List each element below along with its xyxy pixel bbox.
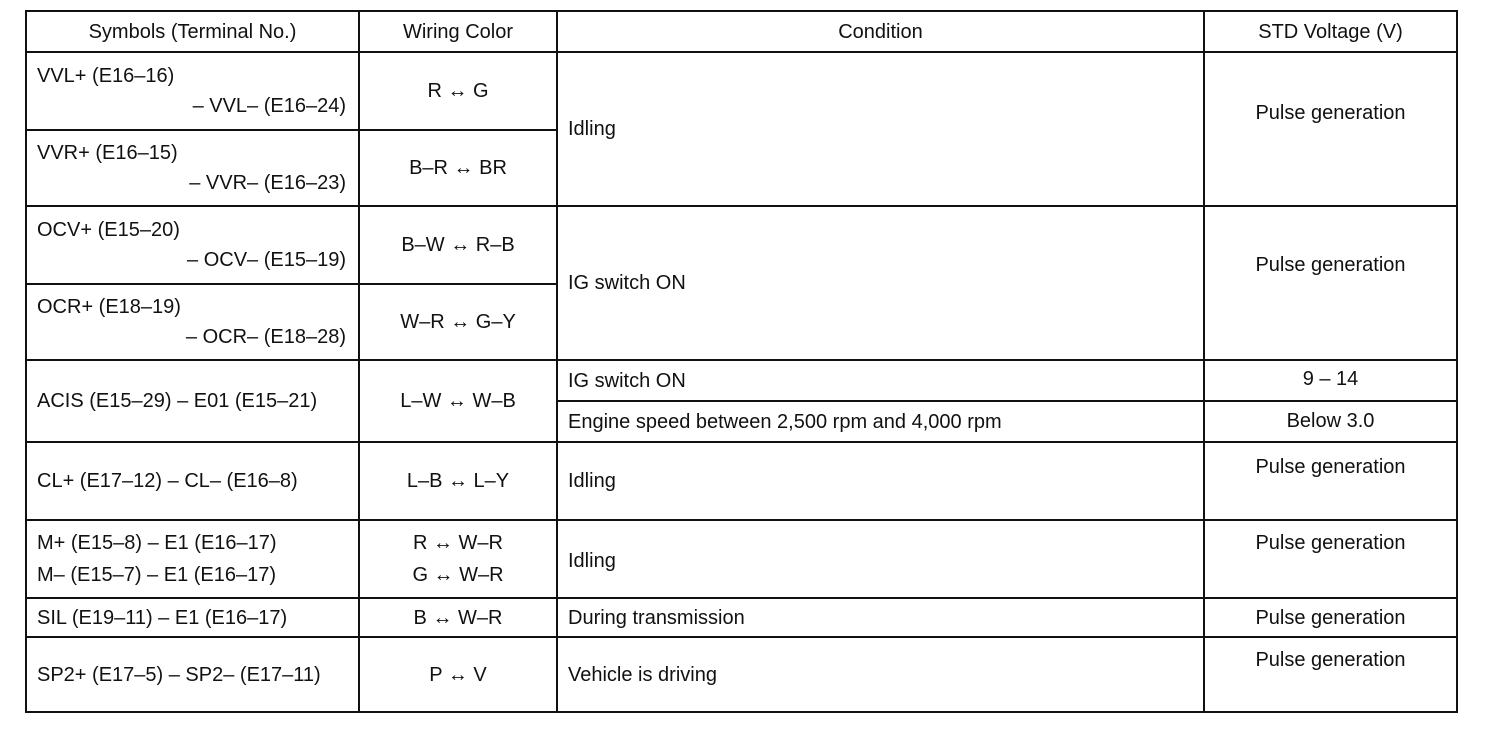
row-sil-voltage: Pulse generation	[1255, 606, 1406, 629]
symbol-line-2: – OCV– (E15–19)	[187, 249, 346, 271]
symbol-line-2: – VVL– (E16–24)	[192, 95, 346, 117]
terminal-voltage-table	[25, 10, 1458, 713]
row-sp2-symbols: SP2+ (E17–5) – SP2– (E17–11)	[37, 663, 321, 686]
oc-group-condition: IG switch ON	[568, 272, 686, 294]
oc-group-voltage: Pulse generation	[1255, 254, 1406, 276]
row-cl-wiring: L–B ↔ L–Y	[406, 470, 510, 492]
row-vvl-symbols	[27, 53, 358, 129]
header-wiring-color: Wiring Color	[402, 20, 514, 43]
symbol-line-1: OCR+ (E18–19)	[37, 296, 181, 318]
header-condition: Condition	[838, 20, 923, 43]
row-ocr-symbols	[27, 285, 358, 359]
vv-group-voltage: Pulse generation	[1255, 102, 1406, 124]
row-ocv-wiring: B–W ↔ R–B	[401, 234, 515, 256]
row-cl-condition: Idling	[568, 470, 616, 492]
row-sil-symbols: SIL (E19–11) – E1 (E16–17)	[37, 606, 288, 629]
header-symbols: Symbols (Terminal No.)	[88, 20, 297, 43]
row-acis-symbols: ACIS (E15–29) – E01 (E15–21)	[37, 390, 318, 412]
row-sp2-condition: Vehicle is driving	[568, 663, 717, 686]
row-cl-voltage: Pulse generation	[1255, 456, 1406, 478]
symbol-line-2: – OCR– (E18–28)	[185, 326, 346, 348]
row-cl-symbols: CL+ (E17–12) – CL– (E16–8)	[37, 470, 298, 492]
symbol-line-2: – VVR– (E16–23)	[189, 172, 346, 194]
acis-condition-2: Engine speed between 2,500 rpm and 4,000 rpm	[568, 410, 1002, 433]
acis-voltage-1: 9 – 14	[1302, 368, 1359, 390]
row-sp2-voltage: Pulse generation	[1255, 649, 1406, 671]
symbol-line-1: VVR+ (E16–15)	[37, 142, 178, 164]
row-vvl-wiring: R ↔ G	[427, 80, 489, 102]
vv-group-condition: Idling	[568, 118, 616, 140]
row-sil-condition: During transmission	[568, 606, 745, 629]
row-vvr-symbols	[27, 131, 358, 205]
symbol-line-1: M+ (E15–8) – E1 (E16–17)	[37, 532, 277, 554]
symbol-line-1: OCV+ (E15–20)	[37, 219, 180, 241]
row-acis-wiring: L–W ↔ W–B	[400, 390, 516, 412]
row-m-wiring	[360, 521, 556, 597]
row-sp2-wiring: P ↔ V	[429, 663, 487, 686]
row-vvr-wiring: B–R ↔ BR	[409, 157, 507, 179]
row-m-symbols	[27, 521, 358, 597]
symbol-line-2: M– (E15–7) – E1 (E16–17)	[37, 564, 277, 586]
row-ocv-symbols	[27, 207, 358, 283]
wiring-line-1: R ↔ W–R	[413, 532, 503, 554]
row-ocr-wiring: W–R ↔ G–Y	[400, 311, 516, 333]
acis-condition-1: IG switch ON	[568, 369, 686, 392]
row-m-voltage: Pulse generation	[1255, 532, 1406, 554]
acis-voltage-2: Below 3.0	[1286, 410, 1375, 432]
symbol-line-1: VVL+ (E16–16)	[37, 65, 175, 87]
header-std-voltage: STD Voltage (V)	[1258, 20, 1403, 43]
wiring-line-2: G ↔ W–R	[412, 564, 504, 586]
row-sil-wiring: B ↔ W–R	[413, 606, 503, 629]
row-m-condition: Idling	[568, 550, 616, 572]
